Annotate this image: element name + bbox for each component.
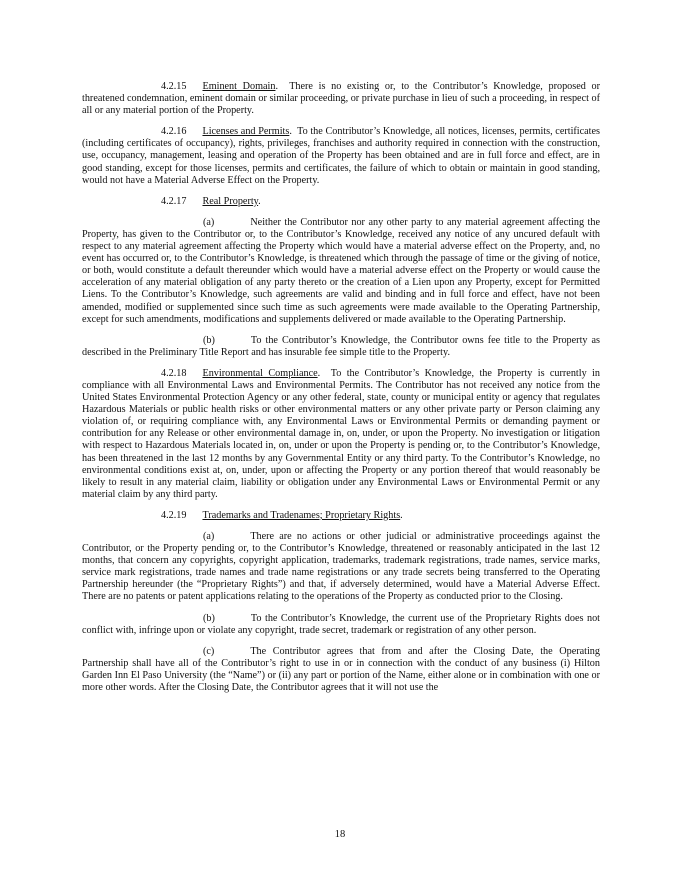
- subsection-text: To the Contributor’s Knowledge, the current use of the Proprietary Rights does not conflict with, infringe upon or violate any copyright, trade secret, trademark or registration of any other person.: [82, 612, 600, 636]
- subsection-4-2-19-a: [82, 531, 600, 604]
- subsection-4-2-17-b: [82, 335, 600, 359]
- section-4-2-18: 4.2.18 Environmental Compliance. To the Contributor’s Knowledge, the Property is currently in compliance with all Environmental Laws and Environmental Permits. The Contributor has not received any notice from the United States Environmental Protection Agency or any other federal, state, county or municipal entity or agency that regulates Hazardous Materials or public health risks or other environmental matters or any other private party or Person claiming any violation of, or requiring compliance with, any Environmental Laws or Environmental Permits or demanding payment or contribution for any Release or other environmental damage in, on, under, or upon the Property. No investigation or litigation with respect to Hazardous Materials located in, on, under or upon the Property is pending or, to the Contributor’s Knowledge, has been threatened in the last 12 months by any Governmental Entity or any third party. To the Contributor’s Knowledge, no environmental conditions exist at, on, under, upon or affecting the Property or any portion thereof that would reasonably be likely to result in any material claim, liability or obligation under any Environmental Laws or Environmental Permit or any material claim by any third party.: [82, 367, 600, 500]
- section-number: 4.2.16: [161, 126, 187, 138]
- section-text: To the Contributor’s Knowledge, all notices, licenses, permits, certificates (including certificates of occupancy), rights, privileges, franchises and authority required in connection with the construction, use, occupancy, management, leasing and operation of the Property has been obtained and are in full force and effect, are in good standing, except for those licenses, permits and certificates, the failure of which to obtain or maintain in good standing, would not have a Material Adverse Effect on the Property.: [82, 126, 600, 186]
- section-heading: Environmental Compliance: [202, 367, 318, 379]
- section-4-2-16: 4.2.16 Licenses and Permits. To the Contributor’s Knowledge, all notices, licenses, permits, certificates (including certificates of occupancy), rights, privileges, franchises and authority required in connection with the construction, use, occupancy, management, leasing and operation of the Property has been obtained and are in full force and effect, are in good standing, except for those licenses, permits and certificates, the failure of which to obtain or maintain in good standing, would not have a Material Adverse Effect on the Property.: [82, 126, 600, 186]
- section-text: To the Contributor’s Knowledge, the Property is currently in compliance with all Environmental Laws and Environmental Permits. The Contributor has not received any notice from the United States Environmental Protection Agency or any other federal, state, county or municipal entity or agency that regulates Hazardous Materials or public health risks or other environmental matters or any other private party or Person claiming any violation of, or requiring compliance with, any Environmental Laws or Environmental Permits or demanding payment or contribution for any Release or other environmental damage in, on, under, or upon the Property. No investigation or litigation with respect to Hazardous Materials located in, on, under or upon the Property is pending or, to the Contributor’s Knowledge, has been threatened in the last 12 months by any Governmental Entity or any third party. To the Contributor’s Knowledge, no environmental conditions exist at, on, under, upon or affecting the Property or any portion thereof that would reasonably be likely to result in any material claim, liability or obligation under any Environmental Laws or Environmental Permit or any material claim by any third party.: [82, 367, 600, 500]
- section-number: 4.2.19: [161, 509, 187, 521]
- subsection-4-2-19-b: [82, 613, 600, 637]
- subsection-4-2-17-a: [82, 217, 600, 326]
- section-number: 4.2.17: [161, 195, 187, 207]
- subsection-text: The Contributor agrees that from and after the Closing Date, the Operating Partnership shall have all of the Contributor’s right to use in or in connection with the conduct of any business (i) Hilton Garden Inn El Paso University (the “Name”) or (ii) any part or portion of the Name, either alone or in combination with one or more other words. After the Closing Date, the Contributor agrees that it will not use the: [82, 645, 600, 694]
- section-heading: Real Property: [202, 195, 259, 207]
- subsection-text: There are no actions or other judicial or administrative proceedings against the Contributor, or the Property pending or, to the Contributor’s Knowledge, threatened or reasonably anticipated in the last 12 months, that concern any copyrights, copyright application, trademarks, trademark registrations, trade names, service marks, service mark registrations, trade names and trade name registrations or any trade secrets being transferred to the Operating Partnership hereunder (the “Proprietary Rights”) and that, if adversely determined, would have a Material Adverse Effect. There are no patents or patent applications relating to the operations of the Property as conducted prior to the Closing.: [82, 531, 600, 603]
- section-4-2-19: 4.2.19 Trademarks and Tradenames; Proprietary Rights.: [161, 509, 403, 521]
- subsection-label: (b): [203, 334, 215, 346]
- section-number: 4.2.18: [161, 367, 187, 379]
- document-body: [82, 81, 600, 703]
- section-4-2-15: 4.2.15 Eminent Domain. There is no existing or, to the Contributor’s Knowledge, proposed or threatened condemnation, eminent domain or similar proceeding, or private purchase in lieu of such a proceeding, in respect of all or any material portion of the Property.: [82, 81, 600, 117]
- section-heading: Licenses and Permits: [202, 126, 290, 138]
- subsection-label: (c): [203, 645, 215, 657]
- subsection-label: (a): [203, 531, 215, 542]
- subsection-4-2-19-c: [82, 646, 600, 694]
- subsection-text: Neither the Contributor nor any other party to any material agreement affecting the Property, has given to the Contributor or, to the Contributor’s Knowledge, received any notice of any uncured default with respect to any material agreement affecting the Property which would have a material adverse effect on the Property, and, no event has occurred or, to the Contributor’s Knowledge, is threatened which through the passage of time or the giving of notice, or both, would constitute a default thereunder which would have a material adverse effect on the Property or would cause the acceleration of any material obligation of any party thereto or the creation of a Lien upon any Property, except for Permitted Liens. To the Contributor’s Knowledge, such agreements are valid and binding and in full force and effect, have not been amended, modified or supplemented since such time as such agreements were made available to the Operating Partnership, except for such amendments, modifications and supplements delivered or made available to the Operating Partnership.: [82, 216, 600, 325]
- section-heading: Trademarks and Tradenames; Proprietary Rights: [202, 509, 401, 521]
- section-number: 4.2.15: [161, 81, 187, 92]
- section-4-2-17: 4.2.17 Real Property.: [161, 195, 261, 207]
- section-heading: Eminent Domain: [202, 81, 276, 92]
- page-number: 18: [334, 829, 346, 840]
- subsection-label: (a): [203, 216, 215, 228]
- subsection-text: To the Contributor’s Knowledge, the Contributor owns fee title to the Property as described in the Preliminary Title Report and has insurable fee simple title to the Property.: [82, 334, 600, 358]
- section-text: There is no existing or, to the Contributor’s Knowledge, proposed or threatened condemnation, eminent domain or similar proceeding, or private purchase in lieu of such a proceeding, in respect of all or any material portion of the Property.: [82, 81, 600, 117]
- subsection-label: (b): [203, 612, 215, 624]
